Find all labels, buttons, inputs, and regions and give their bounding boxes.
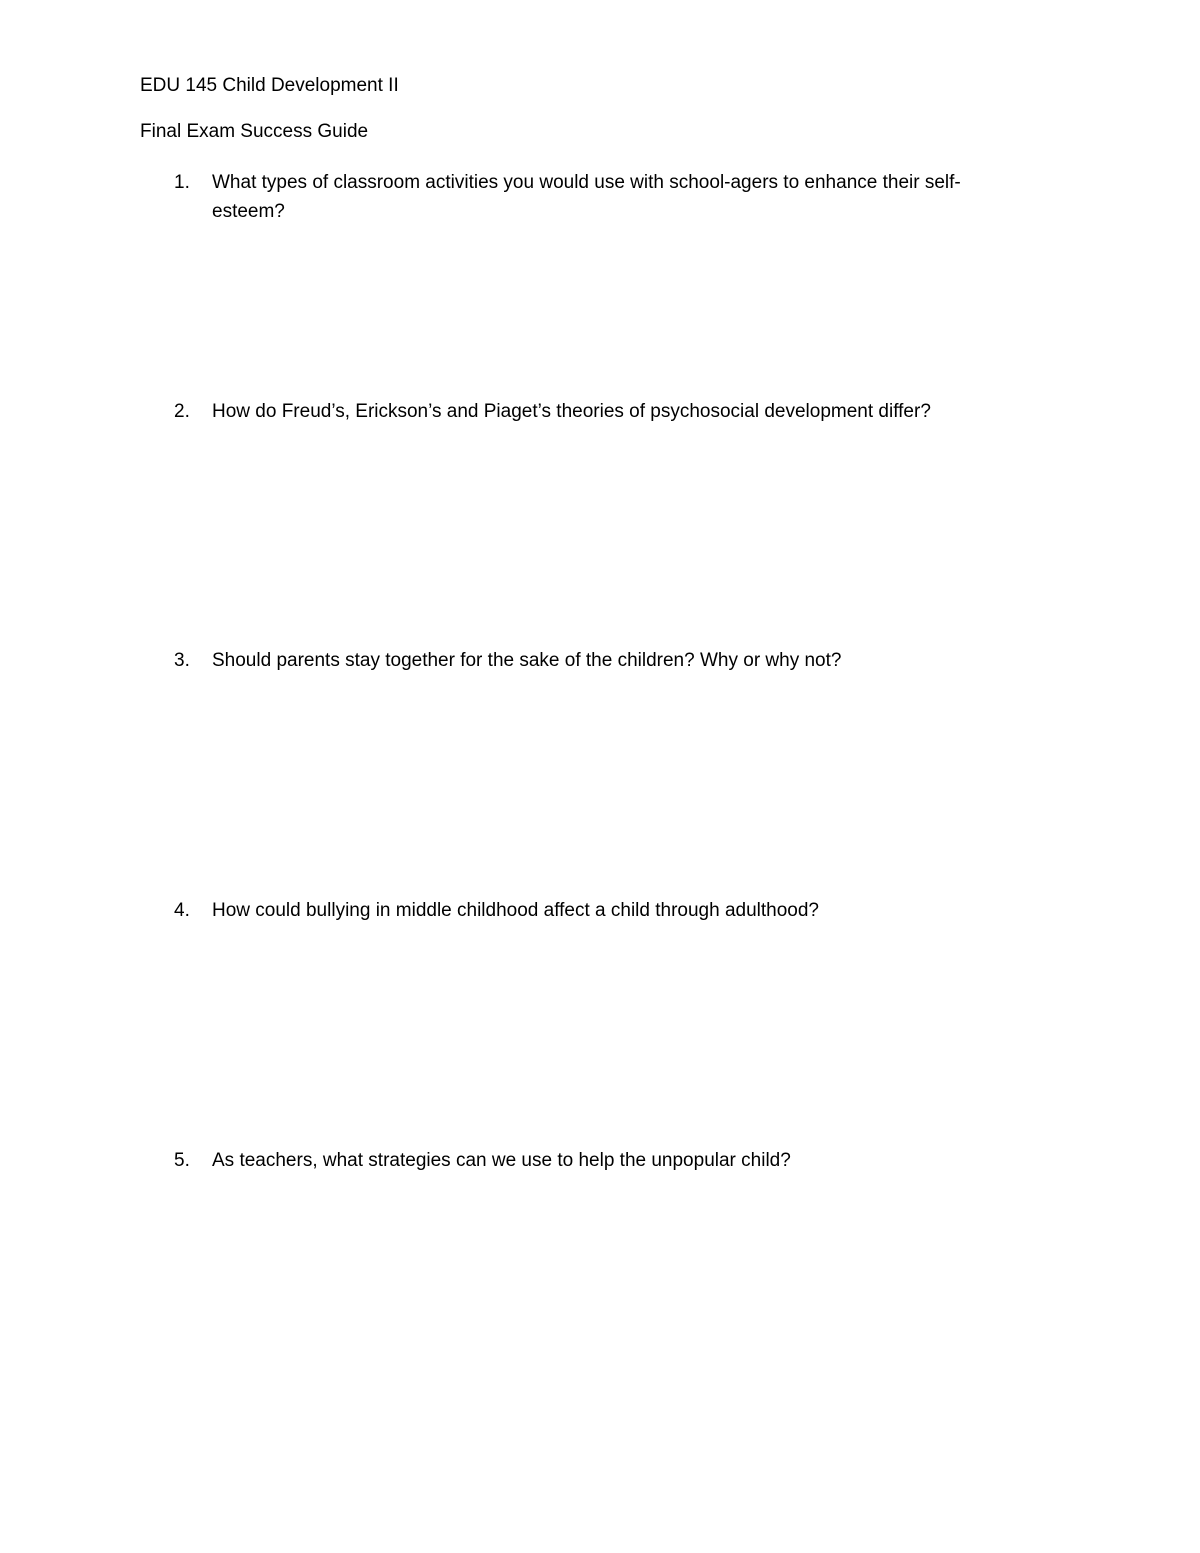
question-number: 3. xyxy=(174,650,190,671)
document-subtitle: Final Exam Success Guide xyxy=(140,121,369,142)
question-text: As teachers, what strategies can we use to help the unpopular child? xyxy=(212,1150,791,1171)
question-1 xyxy=(140,168,1010,226)
question-number: 2. xyxy=(174,401,190,422)
question-2 xyxy=(140,397,1010,426)
question-number: 1. xyxy=(174,172,190,193)
question-number: 4. xyxy=(174,900,190,921)
question-5 xyxy=(140,1146,1010,1175)
question-text: How could bullying in middle childhood affect a child through adulthood? xyxy=(212,900,819,921)
question-number: 5. xyxy=(174,1150,190,1171)
course-title: EDU 145 Child Development II xyxy=(140,75,399,96)
question-text: Should parents stay together for the sake of the children? Why or why not? xyxy=(212,650,842,671)
question-text: How do Freud’s, Erickson’s and Piaget’s theories of psychosocial development differ? xyxy=(212,401,931,422)
question-3 xyxy=(140,646,1010,675)
question-4 xyxy=(140,896,1010,925)
question-text: What types of classroom activities you would use with school-agers to enhance their self-esteem? xyxy=(212,172,961,222)
